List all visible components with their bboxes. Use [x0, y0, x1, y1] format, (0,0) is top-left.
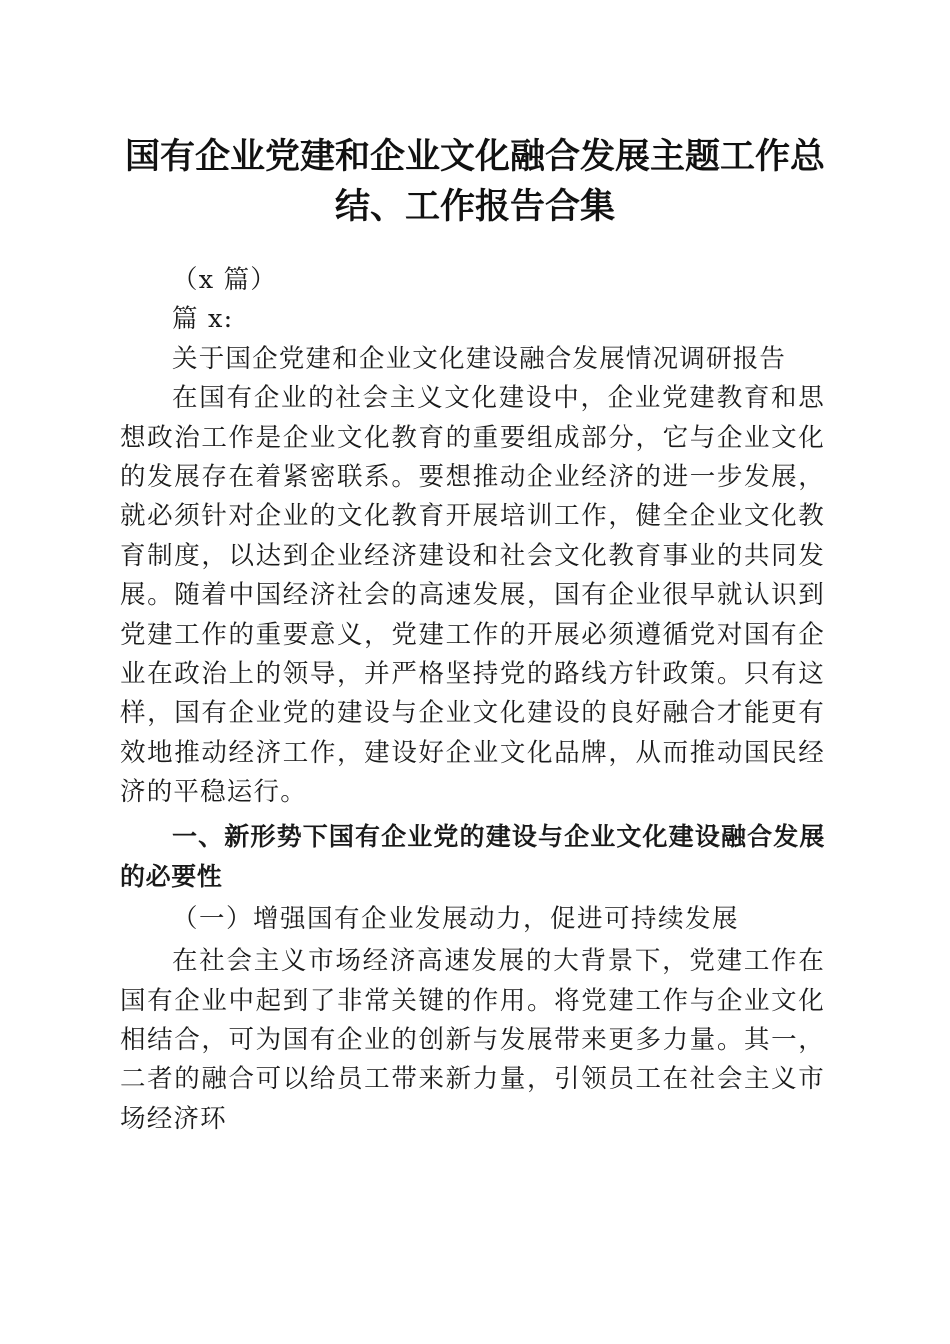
document-title: 国有企业党建和企业文化融合发展主题工作总结、工作报告合集	[124, 136, 825, 227]
intro-paragraph: 在国有企业的社会主义文化建设中，企业党建教育和思想政治工作是企业文化教育的重要组成部分，它与企业文化的发展存在着紧密联系。要想推动企业经济的进一步发展，就必须针对企业的文化教育开展培训工作，健全企业文化教育制度，以达到企业经济建设和社会文化教育事业的共同发展。随着中国经济社会的高速发展，国有企业很早就认识到党建工作的重要意义，党建工作的开展必须遵循党对国有企业在政治上的领导，并严格坚持党的路线方针政策。只有这样，国有企业党的建设与企业文化建设的良好融合才能更有效地推动经济工作，建设好企业文化品牌，从而推动国民经济的平稳运行。	[120, 383, 825, 808]
section-heading: 一、新形势下国有企业党的建设与企业文化建设融合发展的必要性	[120, 821, 825, 891]
subsection-heading: （一）增强国有企业发展动力，促进可持续发展	[172, 903, 740, 934]
document-body	[120, 261, 825, 1139]
report-title: 关于国企党建和企业文化建设融合发展情况调研报告	[172, 343, 787, 374]
piece-label: 篇 x:	[172, 304, 234, 335]
subsection-paragraph: 在社会主义市场经济高速发展的大背景下，党建工作在国有企业中起到了非常关键的作用。将党建工作与企业文化相结合，可为国有企业的创新与发展带来更多力量。其一，二者的融合可以给员工带来新力量，引领员工在社会主义市场经济环	[120, 946, 825, 1134]
count-note: （x 篇）	[172, 265, 277, 295]
